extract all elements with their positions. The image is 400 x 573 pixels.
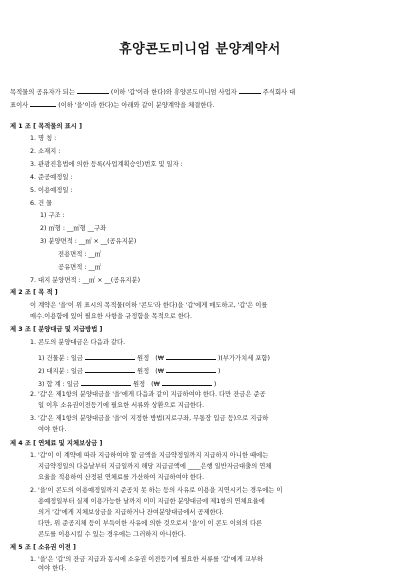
ceo-blank	[30, 99, 56, 107]
article-2-body-1: 이 계약은 '을'이 위 표시의 목적물(이하 '콘도'라 한다)을 '갑'에게 매도하고, '갑'은 이를	[30, 302, 268, 309]
article-1-item-3: 3. 관광진흥법에 의한 등록(사업계획승인)번호 및 일자 :	[30, 161, 183, 168]
intro-text-4: 표이사	[10, 102, 29, 109]
price-land-won: (₩	[155, 368, 164, 375]
article-1-sub-1: 1) 구조 :	[40, 212, 65, 219]
price-land-label: 2) 대지분 : 일금	[38, 368, 84, 375]
article-3-line-1: 1. 콘도의 분양대금은 다음과 같다.	[30, 339, 126, 346]
party-a-blank	[77, 86, 109, 94]
price-total-close: )	[213, 381, 217, 388]
article-1-item-2: 2. 소재지 :	[30, 148, 61, 155]
article-4-line-2c: 의거 '갑'에게 지체보상금을 지급하거나 잔여분양대금에서 공제한다.	[38, 509, 224, 516]
price-building-num-blank	[166, 352, 216, 360]
price-total-label: 3) 합 계 : 일금	[38, 381, 79, 388]
price-land-unit: 원정	[137, 368, 150, 375]
article-3-line-2b: 일 이후 소유권이전등기에 필요한 서류와 상환으로 지급한다.	[38, 402, 205, 409]
price-building-unit: 원정	[137, 355, 150, 362]
price-total-words-blank	[81, 378, 131, 386]
price-total-unit: 원정	[132, 381, 146, 388]
article-1-sub-3c: 공유면적 : __㎡	[58, 264, 102, 271]
article-4-line-1c: 요율을 적용하여 산정된 연체료를 가산하여 지급하여야 한다.	[38, 474, 205, 481]
article-4-line-2e: 콘도를 이용시킬 수 있는 경우에는 그러하지 아니한다.	[38, 531, 186, 538]
article-4-line-2a: 2. '을'이 콘도의 이용예정일까지 준공치 못 하는 등의 사유로 이용을 지연시키는 경우에는 이	[30, 487, 283, 494]
article-3-line-3b: 여야 한다.	[38, 426, 67, 433]
operator-blank	[239, 86, 261, 94]
price-building-won: (₩	[155, 355, 164, 362]
price-building-vat: )(부가가치세 포함)	[217, 355, 270, 362]
price-total-won: (₩	[151, 381, 160, 388]
price-row-land	[38, 365, 220, 376]
article-5-heading: 제 5 조 [ 소유권 이전 ]	[10, 544, 76, 551]
article-1-item-6: 6. 건 물	[30, 200, 53, 207]
article-1-item-5: 5. 이용예정일 :	[30, 187, 73, 194]
price-land-num-blank	[166, 365, 216, 373]
document-title: 휴양콘도미니엄 분양계약서	[119, 42, 281, 57]
price-building-label: 1) 건물분 : 일금	[38, 355, 84, 362]
article-3-line-3a: 3. '갑'은 제1항의 분양대금을 '을'이 지정한 방법(지로구좌, 무통장 입금 등)으로 지급하	[30, 415, 269, 422]
intro-text-2: (이하 '갑'이라 한다)와 휴양콘도미니엄 사업자	[110, 89, 237, 96]
price-row-building	[38, 352, 270, 363]
article-3-heading: 제 3 조 [ 분양대금 및 지급방법 ]	[10, 326, 103, 333]
article-2-body-2: 매수.이용함에 있어 필요한 사항을 규정함을 목적으로 한다.	[30, 313, 192, 320]
article-1-sub-3: 3) 분양면적 : __㎡ × __(공유지분)	[40, 238, 137, 245]
intro-line-2	[10, 99, 215, 110]
article-1-heading: 제 1 조 [ 목적물의 표시 ]	[10, 123, 82, 130]
article-4-line-2d: 다만, 위 준공지체 등이 부득이한 사유에 의한 것으로서 '을'이 이 콘도 이외의 다른	[38, 520, 263, 527]
article-4-line-2b: 용예정일부터 실제 이용가능한 날까지 이미 지급한 분양대금에 제1항의 연체요율에	[38, 498, 265, 505]
article-4-line-1a: 1. '갑'이 이 계약에 따라 지급하여야 할 금액을 지급약정일까지 지급하지 아니한 때에는	[30, 452, 269, 459]
price-row-total	[38, 378, 216, 389]
article-5-line-1a: 1. '을'은 '갑'의 잔금 지급과 동시에 소유권 이전등기에 필요한 서류를 '갑'에게 교부하	[30, 556, 264, 563]
article-1-item-4: 4. 준공예정일 :	[30, 174, 73, 181]
article-4-heading: 제 4 조 [ 연체료 및 지체보상금 ]	[10, 440, 103, 447]
intro-line-1	[10, 86, 295, 97]
article-1-sub-2: 2) ㎡형 : __㎡형 __구좌	[40, 225, 107, 232]
article-5-line-1b: 여야 한다.	[38, 565, 67, 572]
intro-text-5: (이하 '을'이라 한다)는 아래와 같이 분양계약을 체결한다.	[58, 102, 215, 109]
article-1-item-1: 1. 명 칭 :	[30, 135, 57, 142]
intro-text-1: 목적물의 공유자가 되는	[10, 89, 75, 96]
price-land-words-blank	[85, 365, 135, 373]
article-4-line-1b: 지급약정일의 다음날부터 지급일까지 해당 지급금액에 ____은행 일반자금대출의 연체	[38, 463, 272, 470]
article-2-heading: 제 2 조 [ 목 적 ]	[10, 289, 58, 296]
intro-text-3: 주식회사 대	[262, 89, 296, 96]
price-total-num-blank	[162, 378, 212, 386]
price-land-close: )	[217, 368, 221, 375]
article-1-item-7: 7. 대지 분양면적 : __㎡ × __(공유지분)	[30, 277, 141, 284]
price-building-words-blank	[85, 352, 135, 360]
article-3-line-2a: 2. '갑'은 제1항의 분양대금을 '을'에게 다음과 같이 지급하여야 한다. 다만 잔금은 준공	[30, 391, 266, 398]
article-1-sub-3b: 전용면적 : __㎡	[58, 251, 102, 258]
